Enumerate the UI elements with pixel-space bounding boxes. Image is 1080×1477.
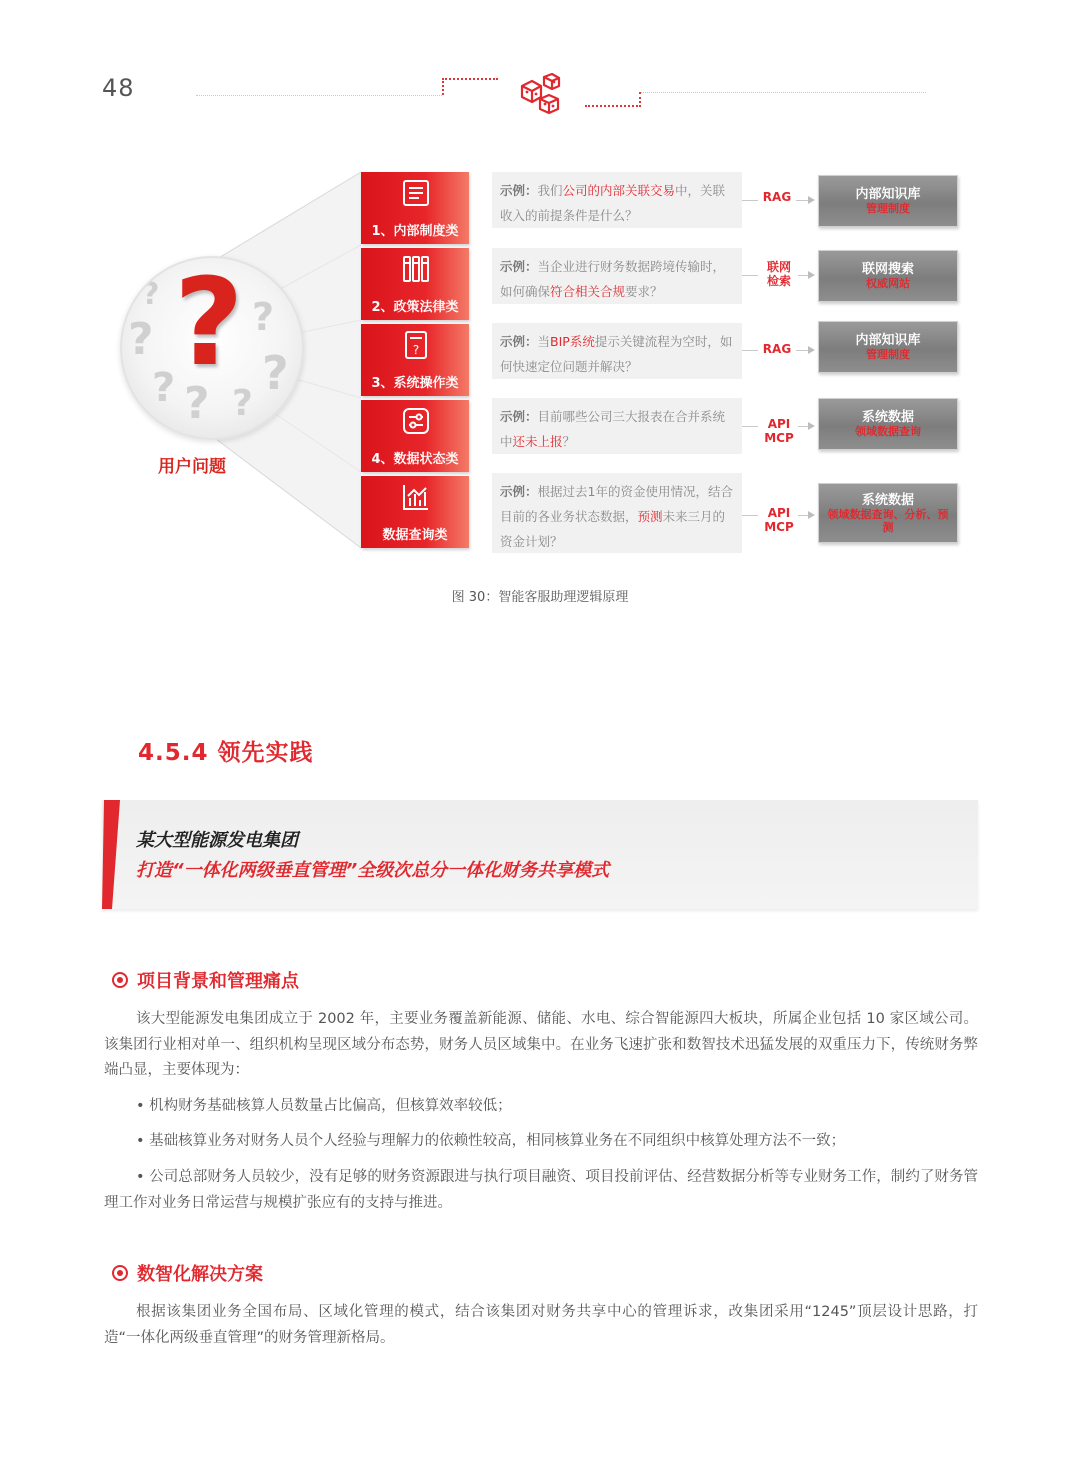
- example-box-1: [492, 172, 742, 228]
- example-prefix: 示例：: [500, 259, 538, 274]
- example-highlight: BIP系统: [550, 334, 595, 349]
- banner-company: 某大型能源发电集团: [136, 830, 298, 851]
- result-box-2: [818, 250, 958, 302]
- tag-line: API: [767, 417, 791, 431]
- result-title: 联网搜索: [861, 262, 914, 277]
- document-list-icon: [401, 178, 431, 208]
- logic-diagram: [0, 0, 1080, 620]
- solution-heading: [112, 1260, 263, 1286]
- result-sub: 领域数据查询、分析、预测: [827, 507, 949, 534]
- arrow-right-icon: [808, 271, 815, 279]
- arrow-right-icon: [808, 346, 815, 354]
- example-text: 目前哪些公司三大报表在合并系统中: [500, 409, 726, 449]
- section-title: 4.5.4 领先实践: [138, 740, 314, 766]
- result-sub: 权威网站: [866, 277, 910, 290]
- result-box-1: [818, 175, 958, 227]
- example-box-3: [492, 323, 742, 379]
- category-internal-policy: [361, 172, 469, 244]
- question-mark-icon: ?: [262, 346, 289, 400]
- arrow-right-icon: [808, 511, 815, 519]
- example-text: 要求？: [625, 284, 663, 299]
- result-box-4: [818, 398, 958, 450]
- background-heading: [112, 967, 299, 993]
- result-sub: 管理制度: [866, 348, 910, 361]
- pain-point-1: • 机构财务基础核算人员数量占比偏高，但核算效率较低；: [136, 1098, 512, 1114]
- example-prefix: 示例：: [500, 484, 538, 499]
- question-mark-icon: ?: [232, 383, 253, 424]
- banner-red-stripe: [102, 800, 122, 909]
- category-label: 4、数据状态类: [371, 452, 459, 467]
- tag-line: RAG: [762, 190, 792, 204]
- category-label: 数据查询类: [382, 528, 448, 543]
- result-sub: 领域数据查询: [855, 425, 921, 438]
- result-title: 系统数据: [861, 410, 914, 425]
- category-data-status: [361, 400, 469, 472]
- result-box-5: [818, 483, 958, 543]
- example-prefix: 示例：: [500, 334, 538, 349]
- question-mark-circle: [120, 256, 304, 440]
- tag-line: RAG: [762, 342, 792, 356]
- example-highlight: 符合相关合规: [550, 284, 626, 299]
- svg-text:?: ?: [412, 343, 420, 357]
- example-text: 当: [537, 334, 551, 349]
- method-tag: [760, 506, 798, 534]
- red-question-mark-icon: ?: [174, 256, 244, 393]
- category-label: 3、系统操作类: [371, 376, 459, 391]
- example-highlight: 还未上报: [512, 434, 563, 449]
- example-text: 当企业进行财务数据跨境传输时，如何确保: [500, 259, 726, 299]
- banner-headline: 打造“一体化两级垂直管理”全级次总分一体化财务共享模式: [136, 860, 610, 881]
- question-mark-icon: ?: [252, 295, 275, 339]
- question-mark-icon: ?: [128, 314, 154, 365]
- tag-line: API: [767, 506, 791, 520]
- books-icon: [401, 254, 431, 284]
- example-prefix: 示例：: [500, 409, 538, 424]
- tag-line: 检索: [766, 274, 791, 288]
- method-tag: [758, 190, 796, 204]
- method-tag: [760, 417, 798, 445]
- question-mark-icon: ?: [152, 365, 176, 411]
- tag-line: MCP: [764, 520, 794, 534]
- example-text: 根据过去1年的资金使用情况，结合目前的各业务状态数据，: [500, 484, 733, 524]
- example-text: 我们: [537, 183, 563, 198]
- example-box-5: [492, 473, 742, 553]
- category-label: 1、内部制度类: [371, 224, 459, 239]
- solution-text: 根据该集团业务全国布局、区域化管理的模式，结合该集团对财务共享中心的管理诉求，改集团采用“1245”顶层设计思路，打造“一体化两级垂直管理”的财务管理新格局。: [104, 1304, 978, 1346]
- figure-caption: 图 30：智能客服助理逻辑原理: [451, 590, 629, 605]
- tag-line: MCP: [764, 431, 794, 445]
- result-title: 内部知识库: [855, 187, 921, 202]
- bar-chart-icon: [401, 482, 431, 512]
- question-mark-icon: ?: [184, 378, 210, 429]
- connector-line: [742, 200, 758, 201]
- target-bullet-icon: [112, 1265, 128, 1281]
- page-number: 48: [102, 74, 135, 102]
- connector-line: [742, 426, 758, 427]
- category-data-query: [361, 476, 469, 548]
- connector-line: [742, 350, 758, 351]
- pain-point-2: • 基础核算业务对财务人员个人经验与理解力的依赖性较高，相同核算业务在不同组织中核算处理方法不一致；: [136, 1133, 846, 1149]
- pain-point-3: • 公司总部财务人员较少，没有足够的财务资源跟进与执行项目融资、项目投前评估、经营数据分析等专业财务工作，制约了财务管理工作对业务日常运营与规模扩张应有的支持与推进。: [104, 1169, 978, 1211]
- sliders-icon: [401, 406, 431, 436]
- background-intro: 该大型能源发电集团成立于 2002 年，主要业务覆盖新能源、储能、水电、综合智能源四大板块，所属企业包括 10 家区域公司。该集团行业相对单一、组织机构呈现区域分布态势，财务人员区域集中。在业务飞速扩张和数智技术迅猛发展的双重压力下，传统财务弊端凸显，主要体现为：: [104, 1011, 978, 1078]
- connector-line: [742, 515, 758, 516]
- case-banner: [102, 800, 978, 909]
- user-question-label: 用户问题: [158, 457, 226, 477]
- example-box-2: [492, 248, 742, 304]
- example-box-4: [492, 398, 742, 454]
- system-doc-icon: [401, 330, 431, 360]
- example-highlight: 公司的内部关联交易: [562, 183, 676, 198]
- result-sub: 管理制度: [866, 202, 910, 215]
- arrow-right-icon: [808, 422, 815, 430]
- result-title: 内部知识库: [855, 333, 921, 348]
- target-bullet-icon: [112, 972, 128, 988]
- tag-line: 联网: [766, 260, 791, 274]
- heading-text: 数智化解决方案: [137, 1264, 263, 1285]
- example-text: 提示关键流程为空时，如何快速定位问题并解决？: [500, 334, 733, 374]
- result-title: 系统数据: [861, 492, 914, 508]
- example-prefix: 示例：: [500, 183, 538, 198]
- connector-line: [742, 275, 758, 276]
- category-label: 2、政策法律类: [371, 300, 459, 315]
- category-system-operation: [361, 324, 469, 396]
- arrow-right-icon: [808, 196, 815, 204]
- example-text: 中，关联收入的前提条件是什么？: [500, 183, 726, 223]
- method-tag: [758, 342, 796, 356]
- heading-text: 项目背景和管理痛点: [137, 971, 299, 992]
- result-box-3: [818, 321, 958, 373]
- example-highlight: 预测: [637, 509, 663, 524]
- example-text: ？: [562, 434, 576, 449]
- question-mark-icon: ?: [142, 277, 160, 312]
- example-text: 未来三月的资金计划？: [500, 509, 726, 549]
- method-tag: [760, 260, 798, 288]
- category-policy-law: [361, 248, 469, 320]
